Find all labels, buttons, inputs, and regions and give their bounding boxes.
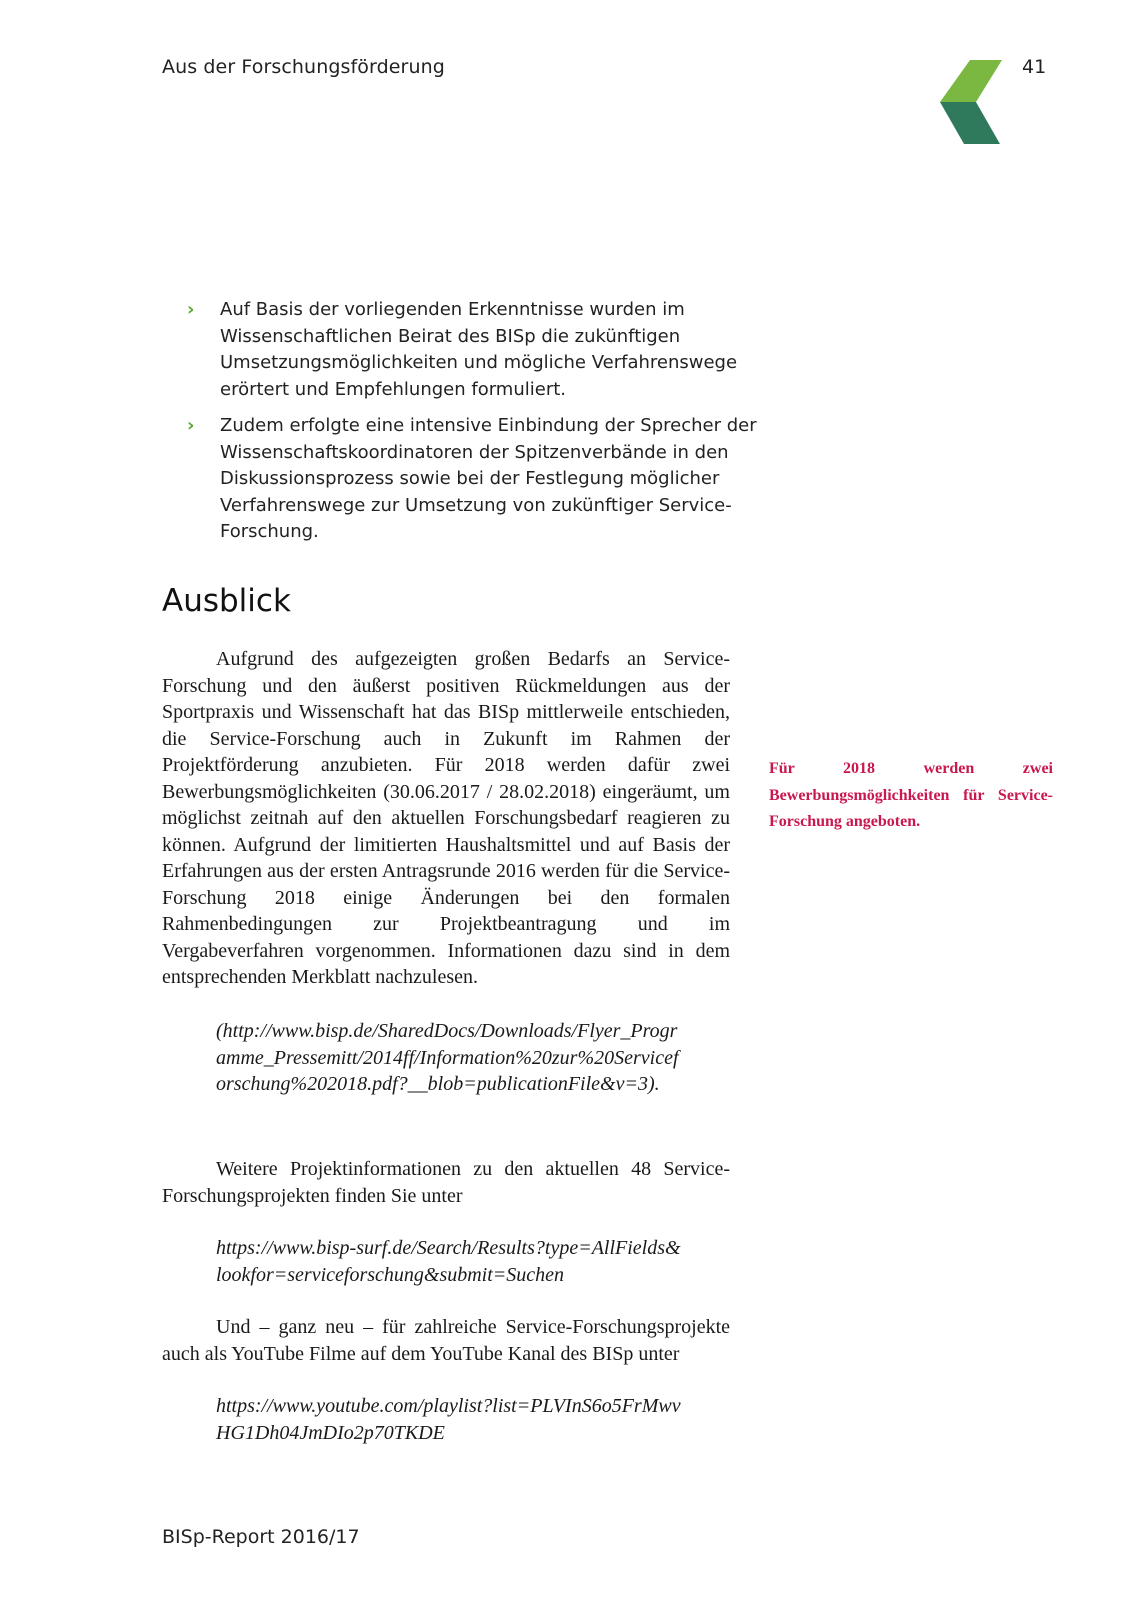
body-paragraph xyxy=(162,1156,730,1209)
bisp-chevron-logo xyxy=(940,60,1006,144)
list-item xyxy=(162,297,762,403)
body-paragraph xyxy=(162,1314,730,1367)
url-link[interactable]: https://www.youtube.com/playlist?list=PLVInS6o5FrMwvHG1Dh04JmDIo2p70TKDE xyxy=(216,1395,681,1444)
chevron-right-icon: › xyxy=(187,299,195,320)
running-head: Aus der Forschungsförderung xyxy=(162,56,445,78)
logo-top-chevron xyxy=(940,60,1002,102)
bullet-text: Zudem erfolgte eine intensive Einbindung der Sprecher der Wissenschaftskoordinatoren der Spitzenverbände in den Diskussionsprozess sowie bei der Festlegung möglicher Verfahrenswege zur Umsetzung von zukünftiger Service-Forschung. xyxy=(220,415,757,542)
paragraph-text: Weitere Projektinformationen zu den aktuellen 48 Service-Forschungsprojekten finden Sie unter xyxy=(162,1158,730,1207)
footer-text: BISp-Report 2016/17 xyxy=(162,1526,360,1548)
url-link[interactable]: (http://www.bisp.de/SharedDocs/Downloads/Flyer_Programme_Pressemitt/2014ff/Information%20zur%20Serviceforschung%202018.pdf?__blob=publicationFile&v=3). xyxy=(216,1020,679,1095)
logo-bottom-chevron xyxy=(940,102,1000,144)
list-item xyxy=(162,413,762,546)
url-link[interactable]: https://www.bisp-surf.de/Search/Results?type=AllFields&lookfor=serviceforschung&submit=Suchen xyxy=(216,1237,681,1286)
page-number: 41 xyxy=(1022,56,1047,78)
chevron-right-icon: › xyxy=(187,415,195,436)
bullet-list xyxy=(162,297,762,556)
body-paragraph xyxy=(162,646,730,991)
bullet-text: Auf Basis der vorliegenden Erkenntnisse wurden im Wissenschaftlichen Beirat des BISp die zukünftigen Umsetzungsmöglichkeiten und mögliche Verfahrenswege erörtert und Empfehlungen formuliert. xyxy=(220,299,738,400)
paragraph-text: Und – ganz neu – für zahlreiche Service-Forschungsprojekte auch als YouTube Filme auf dem YouTube Kanal des BISp unter xyxy=(162,1316,730,1365)
section-heading: Ausblick xyxy=(162,583,291,619)
paragraph-text: Aufgrund des aufgezeigten großen Bedarfs an Service-Forschung und den äußerst positiven Rückmeldungen aus der Sportpraxis und Wissenschaft hat das BISp mittlerweile entschieden, die Service-Forschung auch in Zukunft im Rahmen der Projektförderung anzubieten. Für 2018 werden dafür zwei Bewerbungsmöglichkeiten (30.06.2017 / 28.02.2018) eingeräumt, um möglichst zeitnah auf den aktuellen Forschungsbedarf reagieren zu können. Aufgrund der limitierten Haushaltsmittel und auf Basis der Erfahrungen aus der ersten Antragsrunde 2016 werden für die Service-Forschung 2018 einige Änderungen bei den formalen Rahmenbedingungen zur Projektbeantragung und im Vergabeverfahren vorgenommen. Informationen dazu sind in dem entsprechenden Merkblatt nachzulesen. xyxy=(162,648,730,988)
margin-note: Für 2018 werden zwei Bewerbungsmöglichkeiten für Service-Forschung angeboten. xyxy=(769,760,1053,830)
